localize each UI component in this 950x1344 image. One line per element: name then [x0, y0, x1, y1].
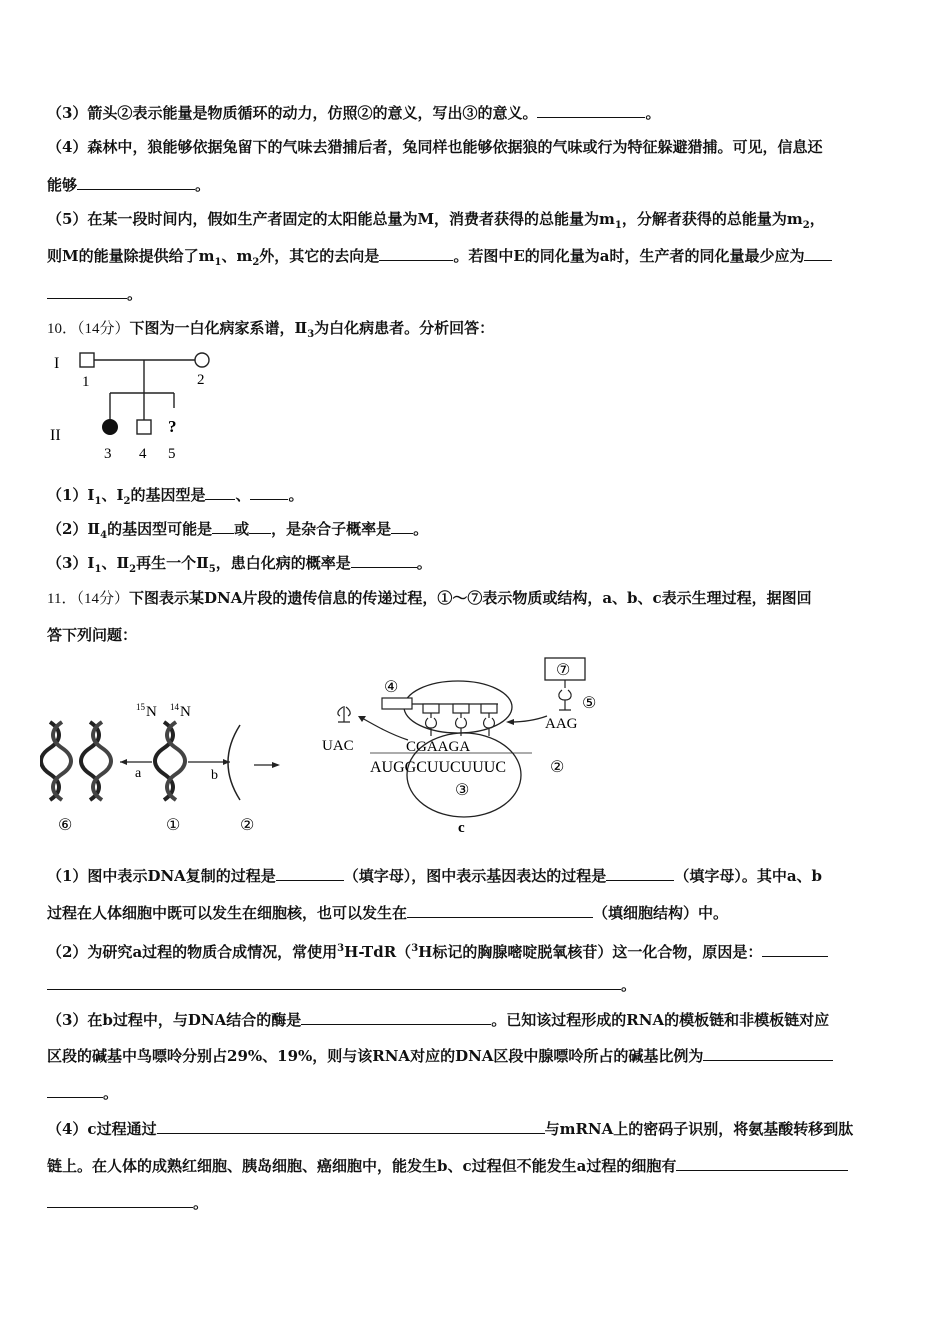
q11-sub4-end: 。	[47, 1193, 208, 1213]
answer-blank[interactable]	[537, 103, 645, 118]
label-2: ②	[240, 817, 255, 834]
q11-sub4: （4）c过程通过 与mRNA上的密码子识别，将氨基酸转移到肽	[47, 1120, 854, 1138]
trna-exit-arrow	[362, 718, 408, 740]
q9-part5-cont: 则M的能量除提供给了$m_1$、$m_2$外，其它的去向是 。若图中E的同化量为a时，生产者的同化量最少应为	[47, 246, 832, 273]
answer-blank[interactable]	[157, 1119, 545, 1134]
answer-blank[interactable]	[276, 866, 344, 881]
answer-blank[interactable]	[804, 246, 832, 261]
individual-II4-male	[137, 420, 151, 434]
label-4: 4	[139, 446, 147, 462]
label-2-mrna: ②	[550, 759, 565, 776]
answer-blank[interactable]	[47, 284, 127, 299]
pedigree-chart	[40, 344, 240, 468]
q11-sub3-end: 。	[47, 1083, 118, 1103]
answer-blank[interactable]	[205, 485, 235, 500]
answer-blank[interactable]	[391, 519, 413, 534]
answer-blank[interactable]	[379, 246, 453, 261]
dna-helix-1	[155, 722, 185, 800]
answer-blank[interactable]	[77, 175, 195, 190]
individual-I1-male	[80, 353, 94, 367]
label-1: ①	[166, 817, 181, 834]
label-5: 5	[168, 446, 176, 462]
label-3: ③	[455, 782, 470, 799]
incoming-trna-icon	[559, 690, 571, 710]
label-3: 3	[104, 446, 112, 462]
mrna-sequence: AUGGCUUCUUUC	[370, 759, 507, 776]
q10-sub3: $(3)Ⅰ_1$、$Ⅱ_2$再生一个$Ⅱ_5$，患白化病的概率是 。	[47, 554, 432, 575]
generation-two-label: II	[50, 427, 61, 444]
dna-helix-6	[41, 722, 71, 800]
q11-stem-cont: 答下列问题：	[47, 626, 138, 644]
q10-sub1: $(1)Ⅰ_1$、$Ⅰ_2$的基因型是 、 。	[47, 486, 304, 507]
label-1: 1	[82, 374, 90, 390]
label-7: ⑦	[556, 662, 571, 679]
label-4: ④	[384, 679, 399, 696]
dna-helix-6b	[81, 722, 111, 800]
label-6: ⑥	[58, 817, 73, 834]
label-2: 2	[197, 372, 205, 388]
q11-sub2-cont: 。	[47, 975, 636, 995]
leaving-anticodon: UAC	[322, 738, 354, 754]
incoming-anticodon: AAG	[545, 716, 578, 732]
answer-blank[interactable]	[351, 553, 417, 568]
n15-label: N	[146, 704, 157, 720]
n14-label: N	[180, 704, 191, 720]
q11-sub2: （2）为研究a过程的物质合成情况，常使用$^3$H-TdR（$^3$H标记的胸腺嘧啶脱氧核苷）这一化合物，原因是：	[47, 939, 828, 962]
individual-I2-female	[195, 353, 209, 367]
leaving-trna-icon	[338, 706, 350, 722]
answer-blank[interactable]	[249, 519, 271, 534]
q9-part4: （4）森林中，狼能够依据兔留下的气味去猎捕后者，兔同样也能够依据狼的气味或行为特征躲避猎捕。可见，信息还	[47, 138, 823, 156]
process-c-label: c	[458, 820, 465, 836]
trna-icon	[426, 713, 437, 736]
answer-blank[interactable]	[407, 903, 593, 918]
label-5: ⑤	[582, 695, 597, 712]
answer-blank[interactable]	[301, 1010, 491, 1025]
answer-blank[interactable]	[47, 975, 621, 990]
generation-one-label: I	[54, 355, 60, 372]
individual-II3-affected-female	[103, 420, 118, 435]
n15-superscript: 15	[136, 702, 145, 712]
dna-information-flow-diagram	[40, 650, 620, 840]
q11-sub1-cont: 过程在人体细胞中既可以发生在细胞核，也可以发生在 （填细胞结构）中。	[47, 904, 729, 922]
n14-superscript: 14	[170, 702, 179, 712]
q9-part5: （5）在某一段时间内，假如生产者固定的太阳能总量为M，消费者获得的总能量为$m_1$，分解者获得的总能量为$m_2$，	[47, 210, 825, 231]
answer-blank[interactable]	[250, 485, 288, 500]
anticodon-sequence: CGAAGA	[406, 739, 471, 755]
q10-sub2: $(2)Ⅱ_4$的基因型可能是 或 ，是杂合子概率是 。	[47, 520, 429, 541]
q9-part5-end: 。	[47, 284, 142, 304]
q11-stem: 11．（14分）下图表示某DNA片段的遗传信息的传递过程，①～⑦表示物质或结构，a、b、c表示生理过程，据图回	[47, 589, 812, 607]
process-b-label: b	[211, 768, 218, 783]
individual-II5-unknown: ?	[168, 417, 177, 436]
answer-blank[interactable]	[703, 1046, 833, 1061]
q9-part3: （3）箭头②表示能量是物质循环的动力，仿照②的意义，写出③的意义。 。	[47, 104, 661, 122]
answer-blank[interactable]	[212, 519, 234, 534]
trna-entry-arrow	[510, 716, 547, 722]
q11-sub3: （3）在b过程中，与DNA结合的酶是 。已知该过程形成的RNA的模板链和非模板链对应	[47, 1011, 830, 1029]
answer-blank[interactable]	[676, 1156, 848, 1171]
q9-part4-cont: 能够 。	[47, 176, 211, 194]
answer-blank[interactable]	[47, 1083, 103, 1098]
answer-blank[interactable]	[606, 866, 674, 881]
q11-sub1: （1）图中表示DNA复制的过程是 （填字母），图中表示基因表达的过程是 （填字母）。其中a、b	[47, 867, 823, 885]
answer-blank[interactable]	[47, 1193, 193, 1208]
polypeptide-4	[382, 698, 412, 709]
trna-icon	[484, 713, 495, 736]
q10-stem: 10．（14分）下图为一白化病家系谱，$Ⅱ_3$为白化病患者。分析回答：	[47, 319, 495, 340]
q11-sub3-cont: 区段的碱基中鸟嘌呤分别占29%、19%，则与该RNA对应的DNA区段中腺嘌呤所占的碱基比例为	[47, 1046, 833, 1066]
answer-blank[interactable]	[762, 942, 828, 957]
q11-sub4-cont: 链上。在人体的成熟红细胞、胰岛细胞、癌细胞中，能发生b、c过程但不能发生a过程的细胞有	[47, 1156, 848, 1176]
process-a-label: a	[135, 766, 142, 781]
